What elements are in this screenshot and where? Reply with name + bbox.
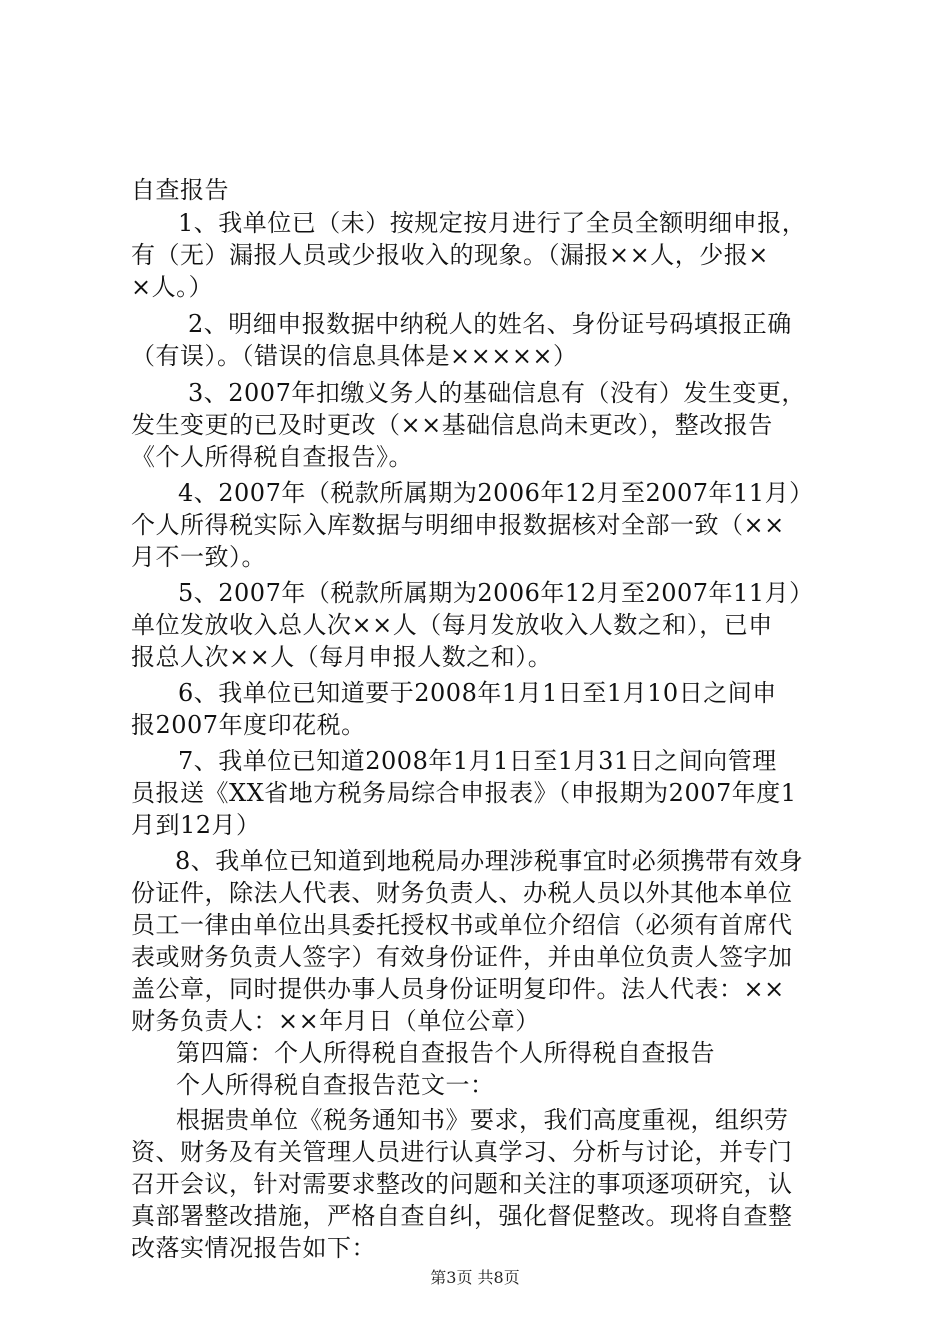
paragraph-line: 召开会议，针对需要求整改的问题和关注的事项逐项研究，认	[131, 1170, 793, 1198]
paragraph-line: 报2007年度印花税。	[131, 711, 366, 739]
document-heading: 自查报告	[131, 176, 229, 204]
paragraph-line: 员报送《XX省地方税务局综合申报表》（申报期为2007年度1	[131, 779, 797, 807]
paragraph-line: 2、明细申报数据中纳税人的姓名、身份证号码填报正确	[188, 310, 792, 338]
section-title: 第四篇：个人所得税自查报告个人所得税自查报告	[176, 1039, 715, 1067]
paragraph-line: 月不一致）。	[131, 543, 266, 571]
paragraph-line: 3、2007年扣缴义务人的基础信息有（没有）发生变更，	[188, 379, 806, 407]
paragraph-line: 单位发放收入总人次××人（每月发放收入人数之和），已申	[131, 611, 773, 639]
paragraph-line: 个人所得税实际入库数据与明细申报数据核对全部一致（××	[131, 511, 785, 539]
paragraph-line: （有误）。（错误的信息具体是×××××）	[131, 342, 578, 370]
page-number-footer: 第3页 共8页	[430, 1268, 520, 1287]
paragraph-line: 4、2007年（税款所属期为2006年12月至2007年11月）	[178, 479, 814, 507]
subsection-title: 个人所得税自查报告范文一：	[176, 1071, 495, 1099]
paragraph-line: 改落实情况报告如下：	[131, 1234, 376, 1262]
paragraph-line: ×人。）	[131, 273, 214, 301]
paragraph-line: 发生变更的已及时更改（××基础信息尚未更改），整改报告	[131, 411, 773, 439]
paragraph-line: 盖公章，同时提供办事人员身份证明复印件。法人代表：××	[131, 975, 785, 1003]
paragraph-line: 1、我单位已（未）按规定按月进行了全员全额明细申报，	[178, 209, 807, 237]
paragraph-line: 表或财务负责人签字）有效身份证件，并由单位负责人签字加	[131, 943, 793, 971]
paragraph-line: 资、财务及有关管理人员进行认真学习、分析与讨论，并专门	[131, 1138, 793, 1166]
paragraph-line: 月到12月）	[131, 811, 261, 839]
paragraph-line: 5、2007年（税款所属期为2006年12月至2007年11月）	[178, 579, 814, 607]
paragraph-line: 根据贵单位《税务通知书》要求，我们高度重视，组织劳	[176, 1106, 789, 1134]
paragraph-line: 有（无）漏报人员或少报收入的现象。（漏报××人，少报×	[131, 241, 769, 269]
paragraph-line: 财务负责人：××年月日（单位公章）	[131, 1007, 540, 1035]
paragraph-line: 《个人所得税自查报告》。	[131, 443, 413, 471]
paragraph-line: 8、我单位已知道到地税局办理涉税事宜时必须携带有效身	[175, 847, 804, 875]
paragraph-line: 份证件，除法人代表、财务负责人、办税人员以外其他本单位	[131, 879, 793, 907]
paragraph-line: 报总人次××人（每月申报人数之和）。	[131, 643, 553, 671]
paragraph-line: 7、我单位已知道2008年1月1日至1月31日之间向管理	[178, 747, 777, 775]
paragraph-line: 员工一律由单位出具委托授权书或单位介绍信（必须有首席代	[131, 911, 793, 939]
paragraph-line: 6、我单位已知道要于2008年1月1日至1月10日之间申	[178, 679, 777, 707]
paragraph-line: 真部署整改措施，严格自查自纠，强化督促整改。现将自查整	[131, 1202, 793, 1230]
